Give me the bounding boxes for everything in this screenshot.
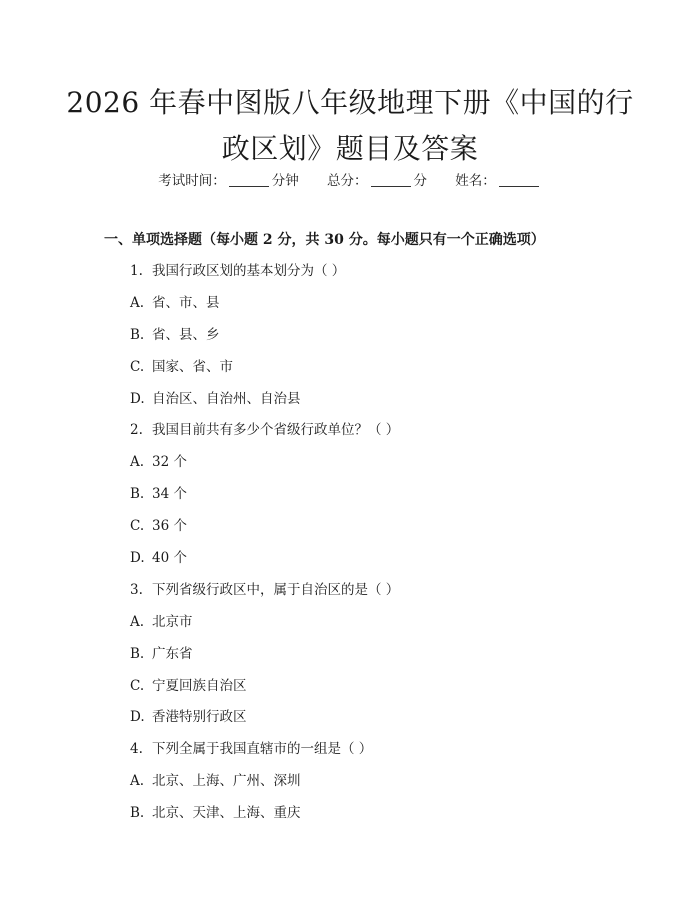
option-line [130,702,650,734]
option-line [130,766,650,798]
line-prefix: D. [130,550,145,567]
line-text: 香港特别行政区 [152,709,247,726]
line-prefix: C. [130,358,145,375]
line-prefix: A. [130,773,145,790]
option-line [130,384,650,416]
option-line [130,607,650,639]
line-text: 国家、省、市 [152,358,233,375]
line-text: 下列省级行政区中，属于自治区的是（ ） [152,581,400,598]
option-line [130,352,650,384]
option-line [130,479,650,511]
line-prefix: 3. [130,581,143,598]
question-line [130,415,650,447]
name-blank [499,173,539,187]
line-text: 北京、天津、上海、重庆 [152,805,301,822]
line-text: 我国目前共有多少个省级行政单位？（ ） [152,422,400,439]
line-prefix: A. [130,454,145,471]
option-line [130,798,650,830]
line-text: 32 个 [152,454,187,471]
question-line [130,256,650,288]
option-line [130,543,650,575]
line-prefix: 2. [130,422,143,439]
question-line [130,734,650,766]
exam-time-field [158,169,299,189]
total-score-unit: 分 [413,173,427,189]
line-text: 34 个 [152,486,187,503]
name-field [455,169,542,189]
total-score-label: 总分： [327,173,368,189]
line-text: 北京、上海、广州、深圳 [152,773,301,790]
option-line [130,639,650,671]
line-prefix: B. [130,645,145,662]
line-text: 40 个 [152,550,187,567]
line-text: 广东省 [152,645,193,662]
question-line [130,575,650,607]
title-line-2: 政区划》题目及答案 [221,132,479,165]
line-text: 北京市 [152,613,193,630]
line-prefix: 1. [130,263,143,279]
line-prefix: 4. [130,741,143,758]
line-prefix: B. [130,326,145,343]
line-text: 我国行政区划的基本划分为（ ） [152,263,346,279]
line-prefix: A. [130,613,145,630]
line-text: 省、市、县 [152,294,220,311]
exam-time-unit: 分钟 [271,173,299,189]
exam-time-label: 考试时间： [158,173,226,189]
line-prefix: C. [130,518,145,535]
line-text: 下列全属于我国直辖市的一组是（ ） [152,741,373,758]
option-line [130,288,650,320]
line-prefix: C. [130,677,145,694]
title-line-1: 2026 年春中图版八年级地理下册《中国的行 [66,86,634,119]
option-line [130,447,650,479]
line-text: 36 个 [152,518,187,535]
line-text: 自治区、自治州、自治县 [152,390,301,407]
option-line [130,320,650,352]
line-text: 宁夏回族自治区 [152,677,247,694]
line-prefix: B. [130,486,145,503]
line-text: 省、县、乡 [152,326,220,343]
exam-time-blank [229,173,269,187]
page-title [60,80,640,172]
total-score-blank [371,173,411,187]
section-heading: 一、单项选择题（每小题 2 分，共 30 分。每小题只有一个正确选项） [104,232,545,248]
name-label: 姓名： [455,173,496,189]
total-score-field [327,169,427,189]
question-list [130,256,650,830]
line-prefix: B. [130,805,145,822]
line-prefix: D. [130,709,145,726]
exam-meta [0,169,700,189]
option-line [130,671,650,703]
line-prefix: A. [130,294,145,311]
line-prefix: D. [130,390,145,407]
option-line [130,511,650,543]
